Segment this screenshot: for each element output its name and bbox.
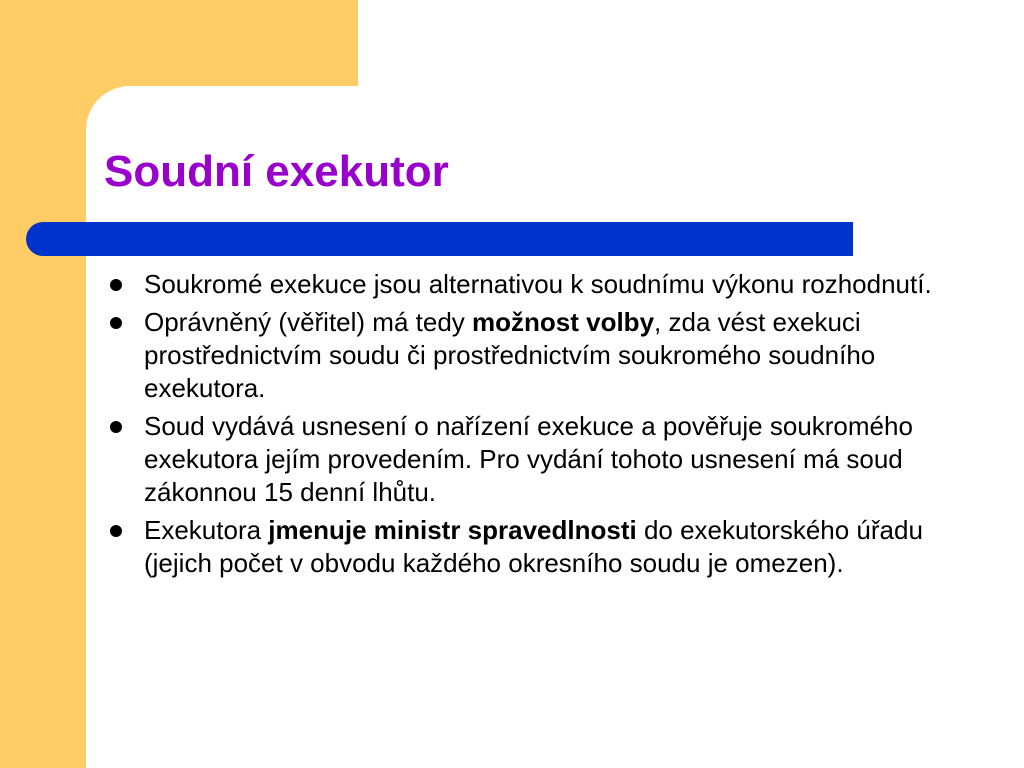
- decorative-left-band: [0, 0, 86, 768]
- title-underline-bar: [26, 222, 853, 256]
- bullet-text: [144, 410, 944, 509]
- bullet-item: [104, 514, 944, 580]
- slide-title: Soudní exekutor: [104, 147, 449, 196]
- bullet-item: [104, 268, 944, 301]
- bullet-text-plain: , zda vést exekuci prostřednictvím soudu či prostřednictvím soukromého soudního exekutora.: [144, 307, 876, 403]
- bullet-text: [144, 268, 944, 301]
- bullet-text-plain: Soud vydává usnesení o nařízení exekuce a pověřuje soukromého exekutora jejím provedením. Pro vydání tohoto usnesení má soud zákonnou 15 denní lhůtu.: [144, 411, 913, 507]
- bullet-text: [144, 514, 944, 580]
- bullet-text-bold: jmenuje ministr spravedlnosti: [268, 515, 637, 545]
- bullet-text-plain: do exekutorského úřadu (jejich počet v obvodu každého okresního soudu je omezen).: [144, 515, 923, 578]
- bullet-dot-icon: [110, 525, 122, 537]
- bullet-dot-icon: [110, 421, 122, 433]
- bullet-text-bold: možnost volby: [472, 307, 655, 337]
- bullet-item: [104, 306, 944, 405]
- bullet-dot-icon: [110, 317, 122, 329]
- bullet-text: [144, 306, 944, 405]
- bullet-text-plain: Exekutora: [144, 515, 269, 545]
- bullet-text-plain: Oprávněný (věřitel) má tedy: [144, 307, 473, 337]
- bullet-dot-icon: [110, 279, 122, 291]
- bullet-text-plain: Soukromé exekuce jsou alternativou k soudnímu výkonu rozhodnutí.: [144, 269, 932, 299]
- bullet-list: [104, 268, 944, 585]
- bullet-item: [104, 410, 944, 509]
